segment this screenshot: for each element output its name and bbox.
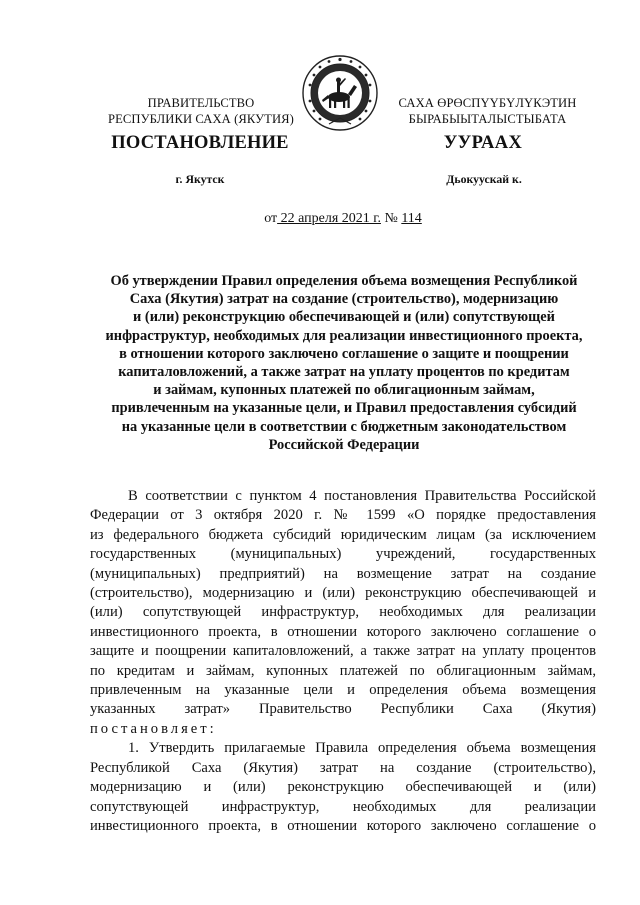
dateline-prefix: от xyxy=(264,211,278,226)
body-line: В соответствии с пунктом 4 постановления Правительства Российской xyxy=(128,488,596,504)
government-name-yakut-line: БЫРАБЫЫТАЛЫСТЫБАТА xyxy=(408,112,567,126)
body-line: сопутствующей инфраструктур, необходимых для реализации xyxy=(90,798,596,815)
title-line: Российской Федерации xyxy=(268,436,420,453)
title-line: на указанные цели в соответствии с бюджетным законодательством xyxy=(121,418,567,435)
title-line: капиталовложений, а также затрат на уплату процентов по кредитам xyxy=(118,364,570,381)
city-yakut: Дьокуускай к. xyxy=(446,172,522,186)
document-title xyxy=(96,272,592,454)
body-line: защите и поощрении капиталовложений, а также затрат на уплату процентов xyxy=(90,643,596,660)
title-line: в отношении которого заключено соглашение о защите и поощрении xyxy=(119,345,569,362)
body-line: по кредитам и займам, купонных платежей по облигационным займам, xyxy=(90,662,596,679)
document-number: 114 xyxy=(401,211,422,226)
body-line: Республикой Саха (Якутия) затрат на создание (строительство), xyxy=(90,759,596,776)
body-line: (или) сопутствующей инфраструктур, необходимых для реализации xyxy=(90,604,596,621)
body-line: инвестиционного проекта, в отношении которого заключено соглашение о xyxy=(90,817,596,834)
document-type-yakut: УУРААХ xyxy=(443,133,523,153)
document-type-ru: ПОСТАНОВЛЕНИЕ xyxy=(111,133,289,153)
document-dateline xyxy=(150,211,536,227)
government-name-yakut-line: САХА ӨРӨСПҮҮБҮЛҮКЭТИН xyxy=(398,96,577,110)
document-date: 22 апреля 2021 г. xyxy=(277,211,381,226)
body-line: привлеченным на указанные цели и определения объема возмещения xyxy=(90,682,596,699)
body-line: государственных (муниципальных) учреждений, государственных xyxy=(90,546,596,563)
number-prefix: № xyxy=(380,211,402,226)
title-line: инфраструктур, необходимых для реализации инвестиционного проекта, xyxy=(105,327,583,344)
title-line: и займам, купонных платежей по облигационным займам, xyxy=(153,382,535,399)
government-name-ru xyxy=(78,95,324,127)
body-line: инвестиционного проекта, в отношении которого заключено соглашение о xyxy=(90,623,596,640)
body-line: (муниципальных) предприятий) на возмещение затрат на создание xyxy=(90,565,596,582)
title-line: Об утверждении Правил определения объема возмещения Республикой xyxy=(110,273,578,289)
body-line: (строительство), модернизацию и (или) реконструкцию обеспечивающей и xyxy=(90,585,596,602)
government-name-yakut xyxy=(380,95,595,127)
body-line: постановляет: xyxy=(90,720,217,737)
body-line: указанных затрат» Правительство Республики Саха (Якутия) xyxy=(90,701,596,718)
title-line: привлеченным на указанные цели, и Правил предоставления субсидий xyxy=(111,400,577,417)
body-line: 1. Утвердить прилагаемые Правила определения объема возмещения xyxy=(128,740,596,757)
government-name-ru-line: РЕСПУБЛИКИ САХА (ЯКУТИЯ) xyxy=(108,112,294,126)
city-ru: г. Якутск xyxy=(175,172,225,186)
body-line: модернизацию и (или) реконструкцию обеспечивающей и (или) xyxy=(90,779,596,796)
document-body xyxy=(90,487,596,836)
government-name-ru-line: ПРАВИТЕЛЬСТВО xyxy=(147,96,255,110)
title-line: и (или) реконструкцию обеспечивающей и (или) сопутствующей xyxy=(133,309,555,326)
title-line: Саха (Якутия) затрат на создание (строительство), модернизацию xyxy=(129,291,559,308)
body-line: из федерального бюджета субсидий юридическим лицам (за исключением xyxy=(90,526,596,543)
body-line: Федерации от 3 октября 2020 г. № 1599 «О порядке предоставления xyxy=(90,507,596,524)
